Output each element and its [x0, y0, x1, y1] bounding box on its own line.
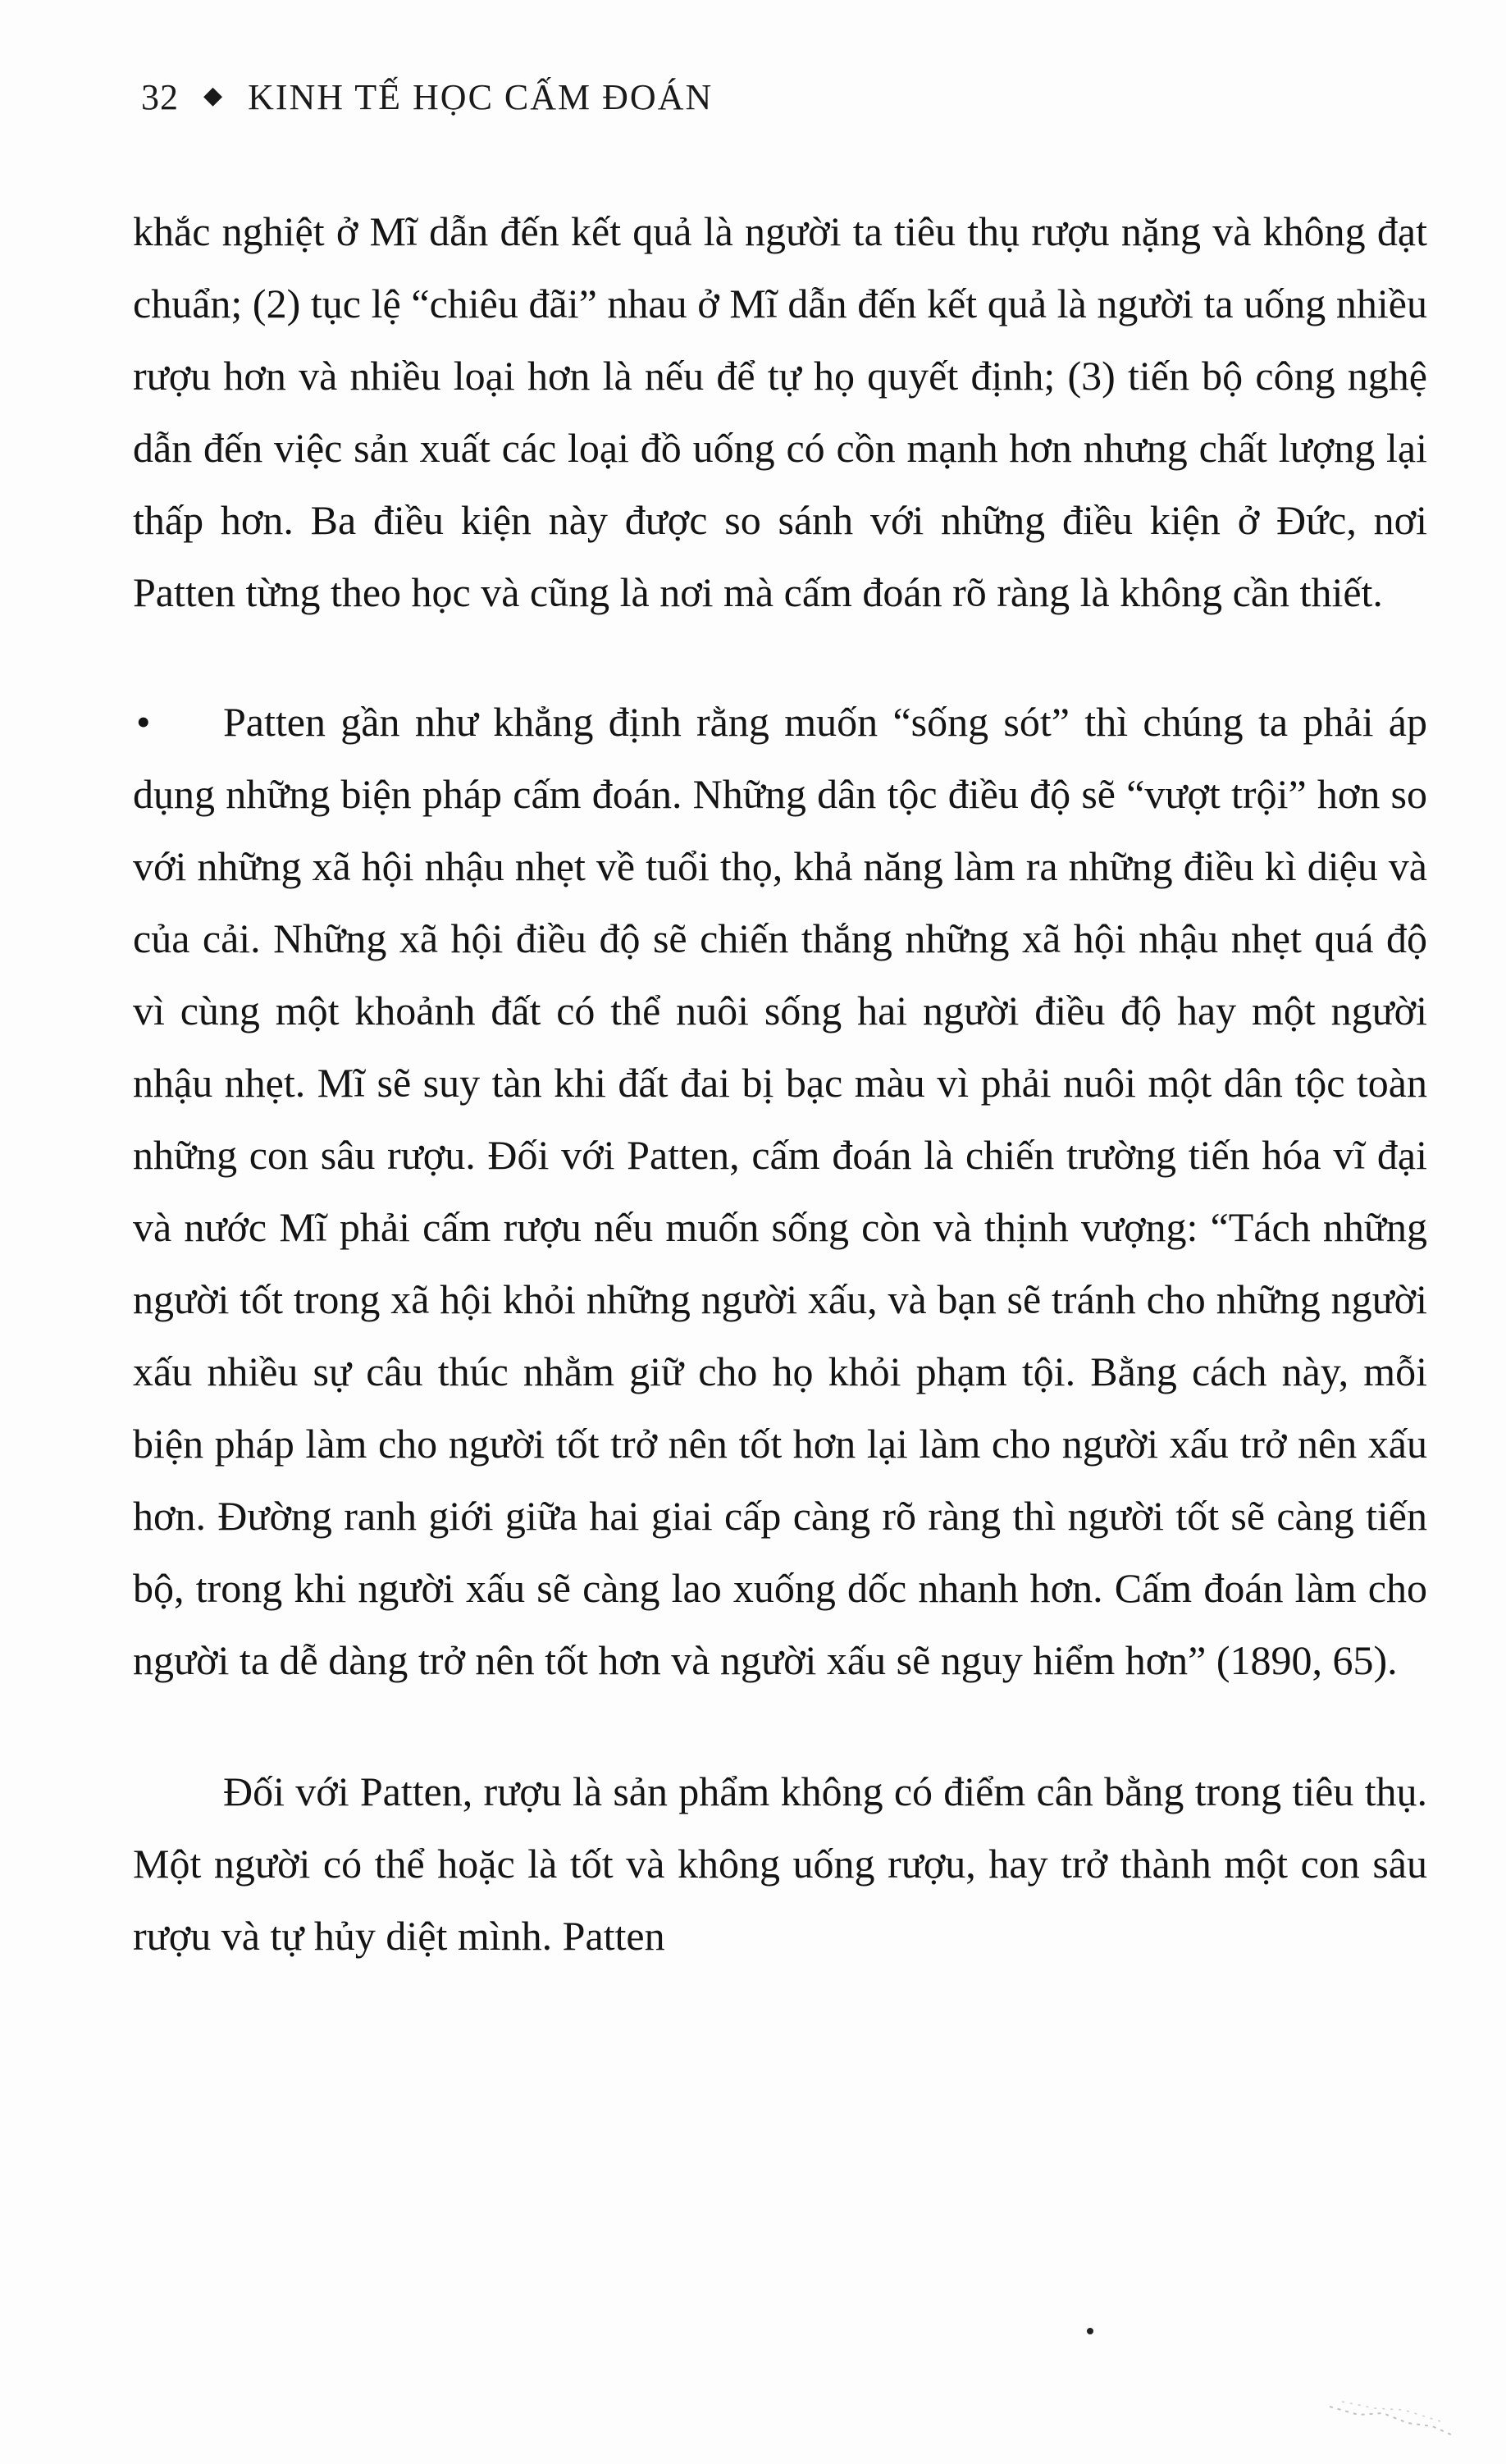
- bullet-paragraph-text: Patten gần như khẳng định rằng muốn “sống sót” thì chúng ta phải áp dụng những biện pháp cấm đoán. Những dân tộc điều độ sẽ “vượt trội” hơn so với những xã hội nhậu nhẹt về tuổi thọ, khả năng làm ra những điều kì diệu và của cải. Những xã hội điều độ sẽ chiến thắng những xã hội nhậu nhẹt quá độ vì cùng một khoảnh đất có thể nuôi sống hai người điều độ hay một người nhậu nhẹt. Mĩ sẽ suy tàn khi đất đai bị bạc màu vì phải nuôi một dân tộc toàn những con sâu rượu. Đối với Patten, cấm đoán là chiến trường tiến hóa vĩ đại và nước Mĩ phải cấm rượu nếu muốn sống còn và thịnh vượng: “Tách những người tốt trong xã hội khỏi những người xấu, và bạn sẽ tránh cho những người xấu nhiều sự câu thúc nhằm giữ cho họ khỏi phạm tội. Bằng cách này, mỗi biện pháp làm cho người tốt trở nên tốt hơn lại làm cho người xấu trở nên xấu hơn. Đường ranh giới giữa hai giai cấp càng rõ ràng thì người tốt sẽ càng tiến bộ, trong khi người xấu sẽ càng lao xuống dốc nhanh hơn. Cấm đoán làm cho người ta dễ dàng trở nên tốt hơn và người xấu sẽ nguy hiểm hơn” (1890, 65).: [133, 699, 1427, 1683]
- paragraph-continuation: khắc nghiệt ở Mĩ dẫn đến kết quả là người ta tiêu thụ rượu nặng và không đạt chuẩn; (2) tục lệ “chiêu đãi” nhau ở Mĩ dẫn đến kết quả là người ta uống nhiều rượu hơn và nhiều loại hơn là nếu để tự họ quyết định; (3) tiến bộ công nghệ dẫn đến việc sản xuất các loại đồ uống có cồn mạnh hơn nhưng chất lượng lại thấp hơn. Ba điều kiện này được so sánh với những điều kiện ở Đức, nơi Patten từng theo học và cũng là nơi mà cấm đoán rõ ràng là không cần thiết.: [133, 208, 1427, 615]
- paragraph-patten-alcohol: Đối với Patten, rượu là sản phẩm không có điểm cân bằng trong tiêu thụ. Một người có thể hoặc là tốt và không uống rượu, hay trở thành một con sâu rượu và tự hủy diệt mình. Patten: [133, 1768, 1427, 1959]
- running-header: [141, 72, 713, 121]
- page-number: 32: [141, 76, 179, 117]
- ink-speck: [1087, 2328, 1093, 2334]
- bullet-paragraph: [133, 686, 1427, 1696]
- book-title: KINH TẾ HỌC CẤM ĐOÁN: [248, 76, 714, 117]
- header-separator-icon: ◆: [203, 81, 224, 109]
- body-text: [133, 195, 1427, 1972]
- scan-smudge: [1326, 2398, 1457, 2439]
- bullet-icon: •: [136, 699, 151, 745]
